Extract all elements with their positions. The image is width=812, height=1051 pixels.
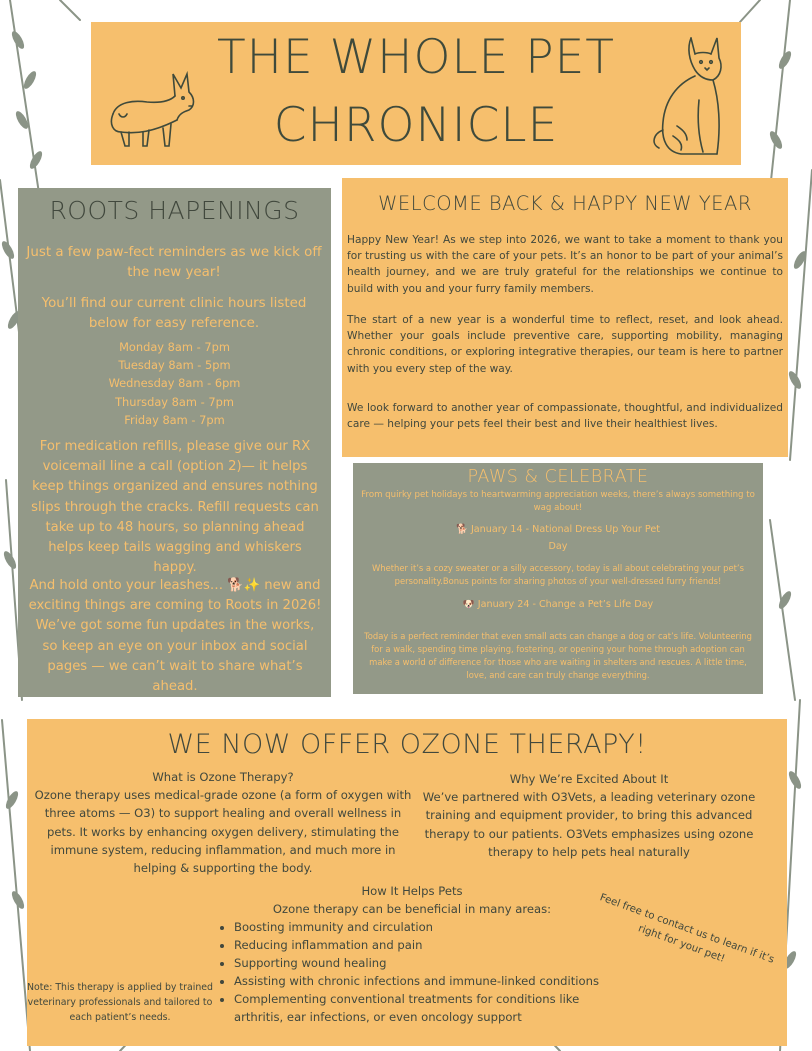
paws-celebrate-panel [353,463,763,694]
clinic-hours-list [18,338,331,429]
benefit-item: • Assisting with chronic infections and immune-linked conditions [234,972,624,990]
contact-callout: Feel free to contact us to learn if it’s right for your pet! [598,892,776,966]
cat-icon [647,30,731,162]
why-excited-section [415,770,763,861]
newsletter-title [186,24,646,160]
benefit-item: • Complementing conventional treatments for conditions like arthritis, ear infections, or even oncology support [234,990,624,1026]
newsletter-header [91,22,741,165]
hours-intro: You’ll find our current clinic hours listed below for easy reference. [41,296,307,331]
how-intro: Ozone therapy can be beneficial in many areas: [272,902,552,917]
news-text: And hold onto your leashes… 🐕✨ new and exciting things are coming to Roots in 2026! We’ve got some fun updates in the works, so keep an eye on your inbox and social pages — we can’t wait to share what’s ahead. [28,578,322,695]
ozone-title: WE NOW OFFER OZONE THERAPY! [167,729,647,760]
what-is-ozone-section [33,768,413,877]
welcome-paragraph-3: We look forward to another year of compassionate, thoughtful, and individualized care — helping your pets feel their best and live their healthiest lives. [347,402,783,431]
hours-wednesday: Wednesday 8am - 6pm [108,376,241,391]
roots-title: ROOTS HAPENINGS [49,196,300,225]
hours-tuesday: Tuesday 8am - 5pm [118,358,231,373]
title-line-1: THE WHOLE PET [216,30,616,85]
refills-text: For medication refills, please give our RX voicemail line a call (option 2)— it helps keep things organized and ensures nothing slips through the cracks. Refill requests can take up to 48 hours, so planning ahead helps keep tails wagging and whiskers happy. [31,439,319,576]
welcome-panel [342,178,788,457]
benefit-item: • Supporting wound healing [234,954,624,972]
event-2-title: 🐶 January 24 - Change a Pet’s Life Day [462,599,654,610]
hours-friday: Friday 8am - 7pm [124,412,225,427]
event-1-description: Whether it’s a cozy sweater or a silly accessory, today is all about celebrating your pet’s personality.Bonus points for sharing photos of your well-dressed furry friends! [372,563,744,586]
corgi-icon [103,66,199,158]
how-heading: How It Helps Pets [361,884,463,898]
therapy-note: Note: This therapy is applied by trained veterinary professionals and tailored to each patient’s needs. [27,982,213,1023]
hours-monday: Monday 8am - 7pm [119,340,230,354]
welcome-title: WELCOME BACK & HAPPY NEW YEAR [378,192,752,215]
welcome-paragraph-2: The start of a new year is a wonderful time to reflect, reset, and look ahead. Whether your goals include preventive care, supporting mobility, managing chronic conditions, or exploring integrative therapies, our team is here to partner with you every step of the way. [347,314,783,375]
welcome-paragraph-1: Happy New Year! As we step into 2026, we want to take a moment to thank you for trusting us with the care of your pets. It’s an honor to be part of your animal’s health journey, and we are truly grateful for the relationships we continue to build with you and your furry family members. [347,234,783,295]
why-body: We’ve partnered with O3Vets, a leading veterinary ozone training and equipment provider, to bring this advanced therapy to our patients. O3Vets emphasizes using ozone therapy to help pets heal naturally [422,790,756,859]
event-2-description: Today is a perfect reminder that even small acts can change a dog or cat’s life. Volunteering for a walk, spending time playing, fostering, or opening your home through adoption can make a world of difference for those who are waiting in shelters and rescues. A little time, love, and care can truly change everything. [364,631,752,680]
ozone-therapy-panel [27,719,787,1046]
benefits-list [214,918,624,1026]
hours-thursday: Thursday 8am - 7pm [115,394,234,409]
roots-intro: Just a few paw-fect reminders as we kick off the new year! [26,245,322,280]
benefit-item: • Boosting immunity and circulation [234,918,624,936]
roots-hapenings-panel [18,188,331,697]
what-body: Ozone therapy uses medical-grade ozone (a form of oxygen with three atoms — O3) to support healing and overall wellness in pets. It works by enhancing oxygen delivery, stimulating the immune system, reducing inflammation, and much more in helping & supporting the body. [34,788,412,876]
benefit-item: • Reducing inflammation and pain [234,936,624,954]
title-line-2: CHRONICLE [273,98,559,153]
how-it-helps-section [232,882,592,918]
paws-intro: From quirky pet holidays to heartwarming appreciation weeks, there’s always something to wag about! [361,490,755,513]
paws-title: PAWS & CELEBRATE [467,467,649,487]
what-heading: What is Ozone Therapy? [152,770,294,784]
event-1-title: 🐕 January 14 - National Dress Up Your Pet Day [455,524,661,552]
why-heading: Why We’re Excited About It [509,772,669,786]
